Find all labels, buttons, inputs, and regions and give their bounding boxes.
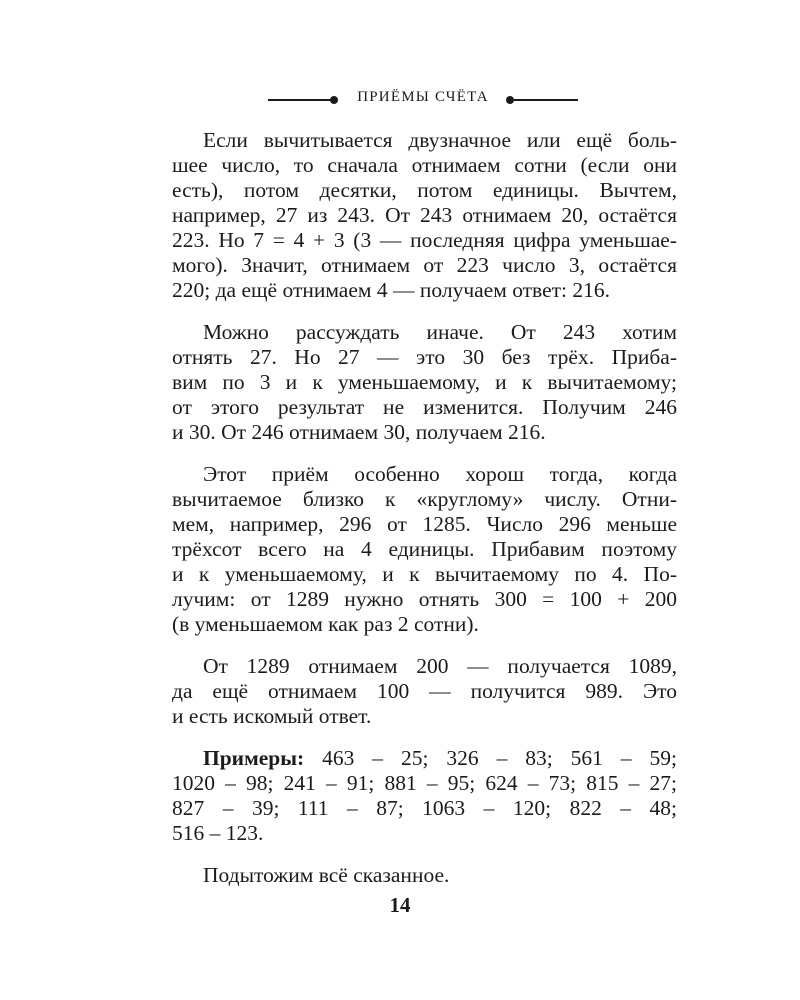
text-line: вычитаемое близко к «круглому» числу. Отни- <box>172 487 677 511</box>
ornament-dot-right <box>506 96 514 104</box>
examples-first-line <box>172 746 677 771</box>
text-line: (в уменьшаемом как раз 2 сотни). <box>172 612 479 636</box>
text-line: 1020 – 98; 241 – 91; 881 – 95; 624 – 73; 815 – 27; <box>172 771 677 795</box>
running-head-title: ПРИЁМЫ СЧЁТА <box>357 89 489 105</box>
closing-paragraph <box>172 863 677 888</box>
ornament-rule-right <box>514 99 578 101</box>
text-line: и есть искомый ответ. <box>172 704 372 728</box>
running-head <box>0 88 800 112</box>
paragraph-4 <box>172 654 677 729</box>
paragraph-1 <box>172 128 677 303</box>
text-line: 220; да ещё отнимаем 4 — получаем ответ: 216. <box>172 278 610 302</box>
page-number: 14 <box>389 893 411 917</box>
text-line: есть), потом десятки, потом единицы. Вычтем, <box>172 178 677 202</box>
text-line: трёхсот всего на 4 единицы. Прибавим поэтому <box>172 537 677 561</box>
examples-label: Примеры: <box>203 746 305 770</box>
text-line: 223. Но 7 = 4 + 3 (3 — последняя цифра уменьшае- <box>172 228 677 252</box>
examples-paragraph <box>172 746 677 846</box>
ornament-dot-left <box>330 96 338 104</box>
text-line: 827 – 39; 111 – 87; 1063 – 120; 822 – 48; <box>172 796 677 820</box>
text-line: например, 27 из 243. От 243 отнимаем 20, остаётся <box>172 203 677 227</box>
body-text <box>172 128 677 905</box>
text-line: Этот приём особенно хорош тогда, когда <box>203 462 677 486</box>
text-line: и 30. От 246 отнимаем 30, получаем 216. <box>172 420 546 444</box>
text-line: мого). Значит, отнимаем от 223 число 3, остаётся <box>172 253 677 277</box>
text-line: да ещё отнимаем 100 — получится 989. Это <box>172 679 677 703</box>
text-line: 516 – 123. <box>172 821 264 845</box>
ornament-rule-left <box>268 99 332 101</box>
text-line: От 1289 отнимаем 200 — получается 1089, <box>203 654 677 678</box>
text-line: от этого результат не изменится. Получим 246 <box>172 395 677 419</box>
examples-first-line-rest: 463 – 25; 326 – 83; 561 – 59; <box>304 746 677 770</box>
text-line: отнять 27. Но 27 — это 30 без трёх. Приба- <box>172 345 677 369</box>
text-line: вим по 3 и к уменьшаемому, и к вычитаемому; <box>172 370 677 394</box>
text-line: Можно рассуждать иначе. От 243 хотим <box>203 320 677 344</box>
paragraph-2 <box>172 320 677 445</box>
text-line: мем, например, 296 от 1285. Число 296 меньше <box>172 512 677 536</box>
text-line: шее число, то сначала отнимаем сотни (если они <box>172 153 677 177</box>
paragraph-3 <box>172 462 677 637</box>
text-line: Если вычитывается двузначное или ещё боль- <box>203 128 677 152</box>
closing-line: Подытожим всё сказанное. <box>203 863 450 887</box>
text-line: лучим: от 1289 нужно отнять 300 = 100 + 200 <box>172 587 677 611</box>
text-line: и к уменьшаемому, и к вычитаемому по 4. По- <box>172 562 677 586</box>
